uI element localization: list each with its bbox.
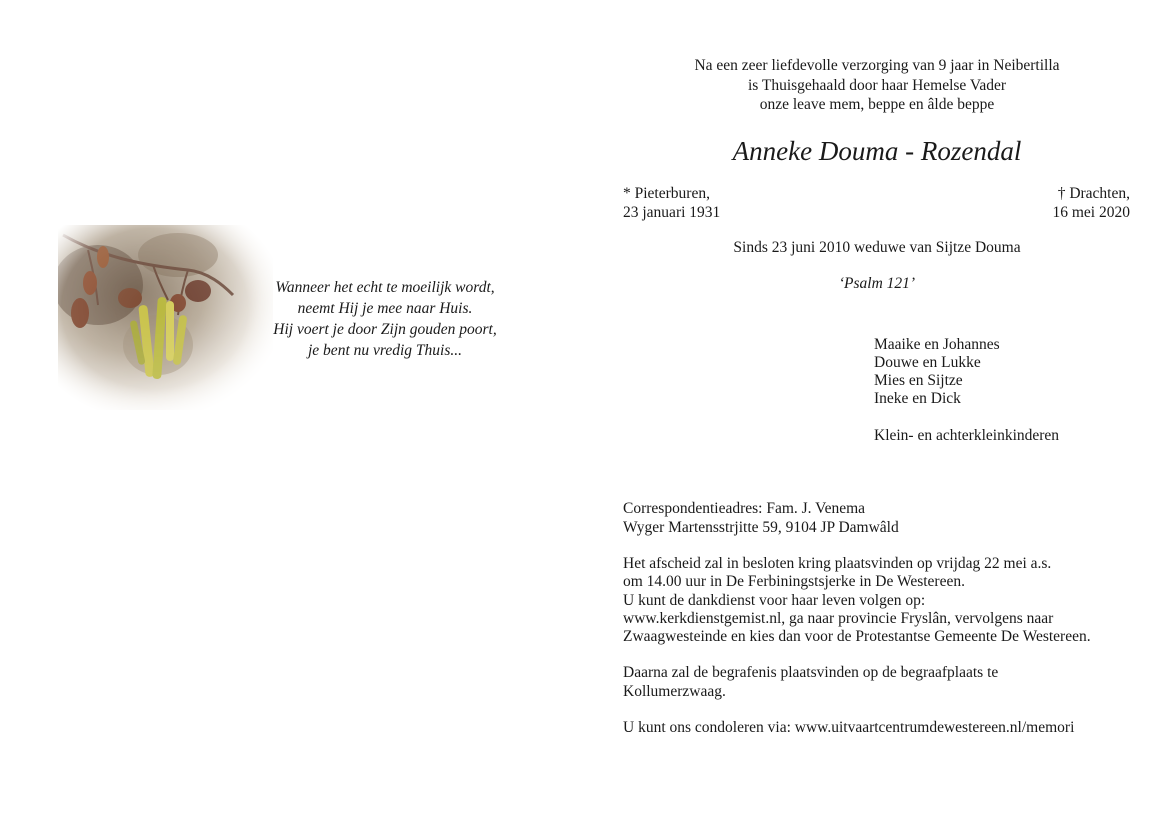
- spacer: [874, 408, 1059, 427]
- burial-info: [623, 664, 998, 701]
- widow-line: Sinds 23 juni 2010 weduwe van Sijtze Douma: [733, 239, 1021, 256]
- burial-line: Daarna zal de begrafenis plaatsvinden op de begraafplaats te: [623, 664, 999, 681]
- grandchildren: Klein- en achterkleinkinderen: [874, 427, 1060, 444]
- ceremony-line: Zwaagwesteinde en kies dan voor de Protestantse Gemeente De Westereen.: [623, 628, 1091, 646]
- birth-info: [623, 184, 720, 222]
- family-list: [874, 336, 1059, 445]
- correspondence-line: Correspondentieadres: Fam. J. Venema: [623, 500, 866, 517]
- death-info: [1053, 184, 1131, 222]
- poem-line: neemt Hij je mee naar Huis.: [297, 300, 473, 317]
- death-date: 16 mei 2020: [1052, 204, 1130, 221]
- ceremony-line: om 14.00 uur in De Ferbiningstsjerke in De Westereen.: [623, 573, 965, 591]
- correspondence-address: [623, 500, 899, 537]
- intro-line: Na een zeer liefdevolle verzorging van 9 jaar in Neibertilla: [694, 57, 1060, 74]
- burial-line: Kollumerzwaag.: [623, 682, 726, 700]
- ceremony-line: U kunt de dankdienst voor haar leven volgen op:: [623, 591, 926, 609]
- poem: [255, 277, 515, 361]
- psalm-reference: ‘Psalm 121’: [838, 275, 916, 292]
- poem-line: Hij voert je door Zijn gouden poort,: [273, 321, 497, 338]
- death-place: † Drachten,: [1057, 185, 1130, 202]
- family-member: Douwe en Lukke: [874, 354, 981, 371]
- ceremony-line: Het afscheid zal in besloten kring plaatsvinden op vrijdag 22 mei a.s.: [623, 555, 1052, 572]
- family-member: Mies en Sijtze: [874, 372, 963, 389]
- intro-line: onze leave mem, beppe en âlde beppe: [759, 96, 995, 113]
- intro-text: [627, 56, 1127, 115]
- birth-place: * Pieterburen,: [623, 185, 710, 202]
- family-member: Maaike en Johannes: [874, 336, 1000, 353]
- deceased-name: Anneke Douma - Rozendal: [732, 136, 1022, 166]
- ceremony-info: [623, 555, 1091, 646]
- family-member: Ineke en Dick: [874, 390, 961, 407]
- intro-line: is Thuisgehaald door haar Hemelse Vader: [747, 76, 1007, 94]
- ceremony-line: www.kerkdienstgemist.nl, ga naar provincie Fryslân, vervolgens naar: [623, 609, 1054, 627]
- condolence-link: U kunt ons condoleren via: www.uitvaartcentrumdewestereen.nl/memori: [623, 719, 1075, 736]
- poem-line: je bent nu vredig Thuis...: [308, 342, 462, 359]
- correspondence-line: Wyger Martensstrjitte 59, 9104 JP Damwâld: [623, 518, 899, 536]
- alder-catkins-photo: [58, 225, 273, 410]
- poem-line: Wanneer het echt te moeilijk wordt,: [275, 279, 495, 296]
- birth-date: 23 januari 1931: [623, 204, 721, 221]
